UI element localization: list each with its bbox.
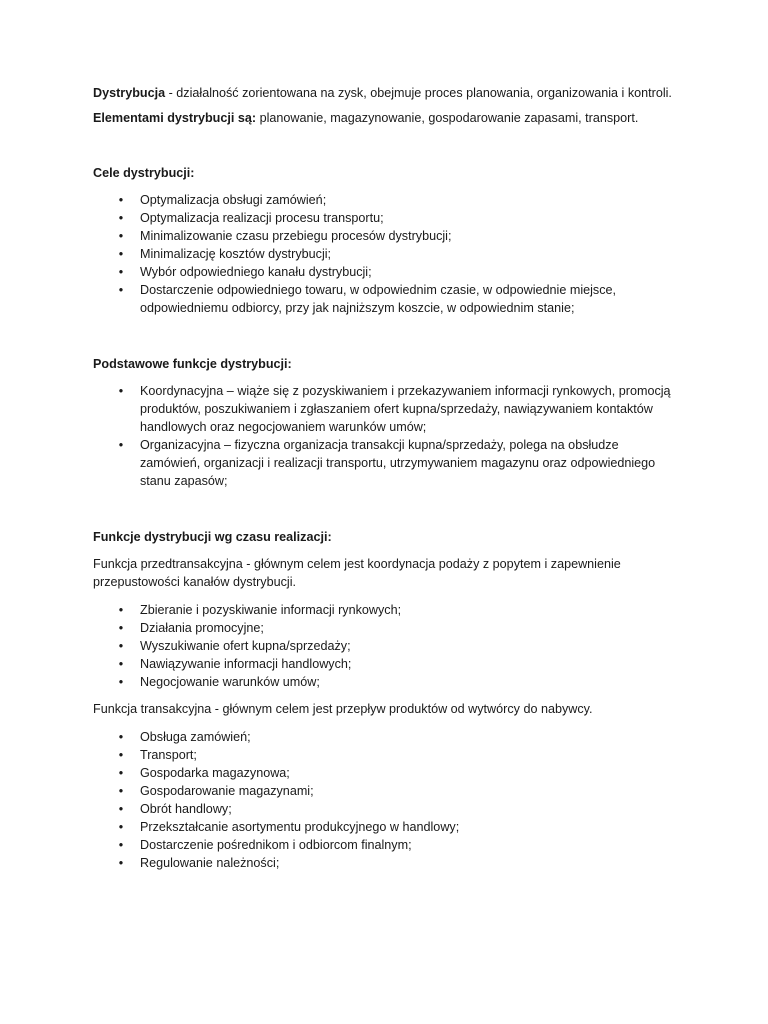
bullet-icon: • (118, 802, 124, 816)
list-item-text: Minimalizowanie czasu przebiegu procesów dystrybucji; (140, 229, 452, 243)
bullet-icon: • (118, 820, 124, 834)
list-item-text: Koordynacyjna – wiąże się z pozyskiwaniem i przekazywaniem informacji rynkowych, promocją produktów, poszukiwaniem i zgłaszaniem ofert kupna/sprzedaży, nawiązywaniem kontaktów handlowych oraz negocjowaniem warunków umów; (140, 384, 671, 434)
elements-paragraph (93, 109, 678, 127)
list-item-text: Optymalizacja obsługi zamówień; (140, 193, 327, 207)
goals-heading: Cele dystrybucji: (93, 166, 195, 180)
goals-list (93, 191, 678, 317)
list-item-text: Gospodarka magazynowa; (140, 766, 290, 780)
list-item (93, 619, 678, 637)
list-item-text: Nawiązywanie informacji handlowych; (140, 657, 352, 671)
list-item (93, 836, 678, 854)
bullet-icon: • (118, 730, 124, 744)
bullet-icon: • (118, 193, 124, 207)
definition-text: - działalność zorientowana na zysk, obejmuje proces planowania, organizowania i kontroli. (165, 86, 672, 100)
bullet-icon: • (118, 838, 124, 852)
bullet-icon: • (118, 856, 124, 870)
bullet-icon: • (118, 621, 124, 635)
list-item-text: Organizacyjna – fizyczna organizacja transakcji kupna/sprzedaży, polega na obsłudze zamówień, organizacji i realizacji transportu, utrzymywaniem magazynu oraz odpowiedniego stanu zapasów; (140, 438, 656, 488)
bullet-icon: • (118, 748, 124, 762)
bullet-icon: • (118, 247, 124, 261)
pre-transaction-paragraph: Funkcja przedtransakcyjna - głównym celem jest koordynacja podaży z popytem i zapewnienie przepustowości kanałów dystrybucji. (93, 557, 621, 589)
list-item-text: Negocjowanie warunków umów; (140, 675, 320, 689)
list-item (93, 436, 678, 490)
list-item (93, 800, 678, 818)
list-item-text: Obsługa zamówień; (140, 730, 251, 744)
bullet-icon: • (118, 766, 124, 780)
list-item-text: Minimalizację kosztów dystrybucji; (140, 247, 332, 261)
list-item-text: Transport; (140, 748, 197, 762)
bullet-icon: • (118, 229, 124, 243)
elements-text: planowanie, magazynowanie, gospodarowanie zapasami, transport. (256, 111, 639, 125)
time-functions-heading: Funkcje dystrybucji wg czasu realizacji: (93, 530, 332, 544)
list-item (93, 746, 678, 764)
basic-functions-heading: Podstawowe funkcje dystrybucji: (93, 357, 292, 371)
definition-term: Dystrybucja (93, 86, 166, 100)
list-item-text: Dostarczenie pośrednikom i odbiorcom finalnym; (140, 838, 412, 852)
list-item-text: Obrót handlowy; (140, 802, 232, 816)
list-item-text: Optymalizacja realizacji procesu transportu; (140, 211, 384, 225)
list-item (93, 281, 678, 317)
list-item (93, 673, 678, 691)
definition-paragraph (93, 84, 678, 102)
transaction-list (93, 728, 678, 872)
bullet-icon: • (118, 211, 124, 225)
bullet-icon: • (118, 283, 124, 297)
transaction-paragraph: Funkcja transakcyjna - głównym celem jest przepływ produktów od wytwórcy do nabywcy. (93, 702, 593, 716)
basic-functions-list (93, 382, 678, 490)
list-item (93, 191, 678, 209)
list-item (93, 263, 678, 281)
list-item-text: Przekształcanie asortymentu produkcyjnego w handlowy; (140, 820, 460, 834)
list-item (93, 601, 678, 619)
list-item (93, 782, 678, 800)
bullet-icon: • (118, 784, 124, 798)
bullet-icon: • (118, 438, 124, 452)
list-item-text: Wyszukiwanie ofert kupna/sprzedaży; (140, 639, 351, 653)
list-item (93, 764, 678, 782)
list-item-text: Gospodarowanie magazynami; (140, 784, 314, 798)
list-item (93, 637, 678, 655)
list-item (93, 382, 678, 436)
list-item-text: Działania promocyjne; (140, 621, 264, 635)
bullet-icon: • (118, 265, 124, 279)
list-item (93, 655, 678, 673)
list-item (93, 854, 678, 872)
bullet-icon: • (118, 675, 124, 689)
list-item (93, 245, 678, 263)
list-item-text: Wybór odpowiedniego kanału dystrybucji; (140, 265, 372, 279)
bullet-icon: • (118, 603, 124, 617)
list-item-text: Regulowanie należności; (140, 856, 280, 870)
bullet-icon: • (118, 384, 124, 398)
list-item (93, 227, 678, 245)
list-item-text: Dostarczenie odpowiedniego towaru, w odpowiednim czasie, w odpowiednie miejsce, odpowiedniemu odbiorcy, przy jak najniższym koszcie, w odpowiednim stanie; (140, 283, 617, 315)
list-item (93, 818, 678, 836)
elements-term: Elementami dystrybucji są: (93, 111, 257, 125)
list-item (93, 209, 678, 227)
pre-transaction-list (93, 601, 678, 691)
list-item (93, 728, 678, 746)
list-item-text: Zbieranie i pozyskiwanie informacji rynkowych; (140, 603, 402, 617)
bullet-icon: • (118, 657, 124, 671)
bullet-icon: • (118, 639, 124, 653)
